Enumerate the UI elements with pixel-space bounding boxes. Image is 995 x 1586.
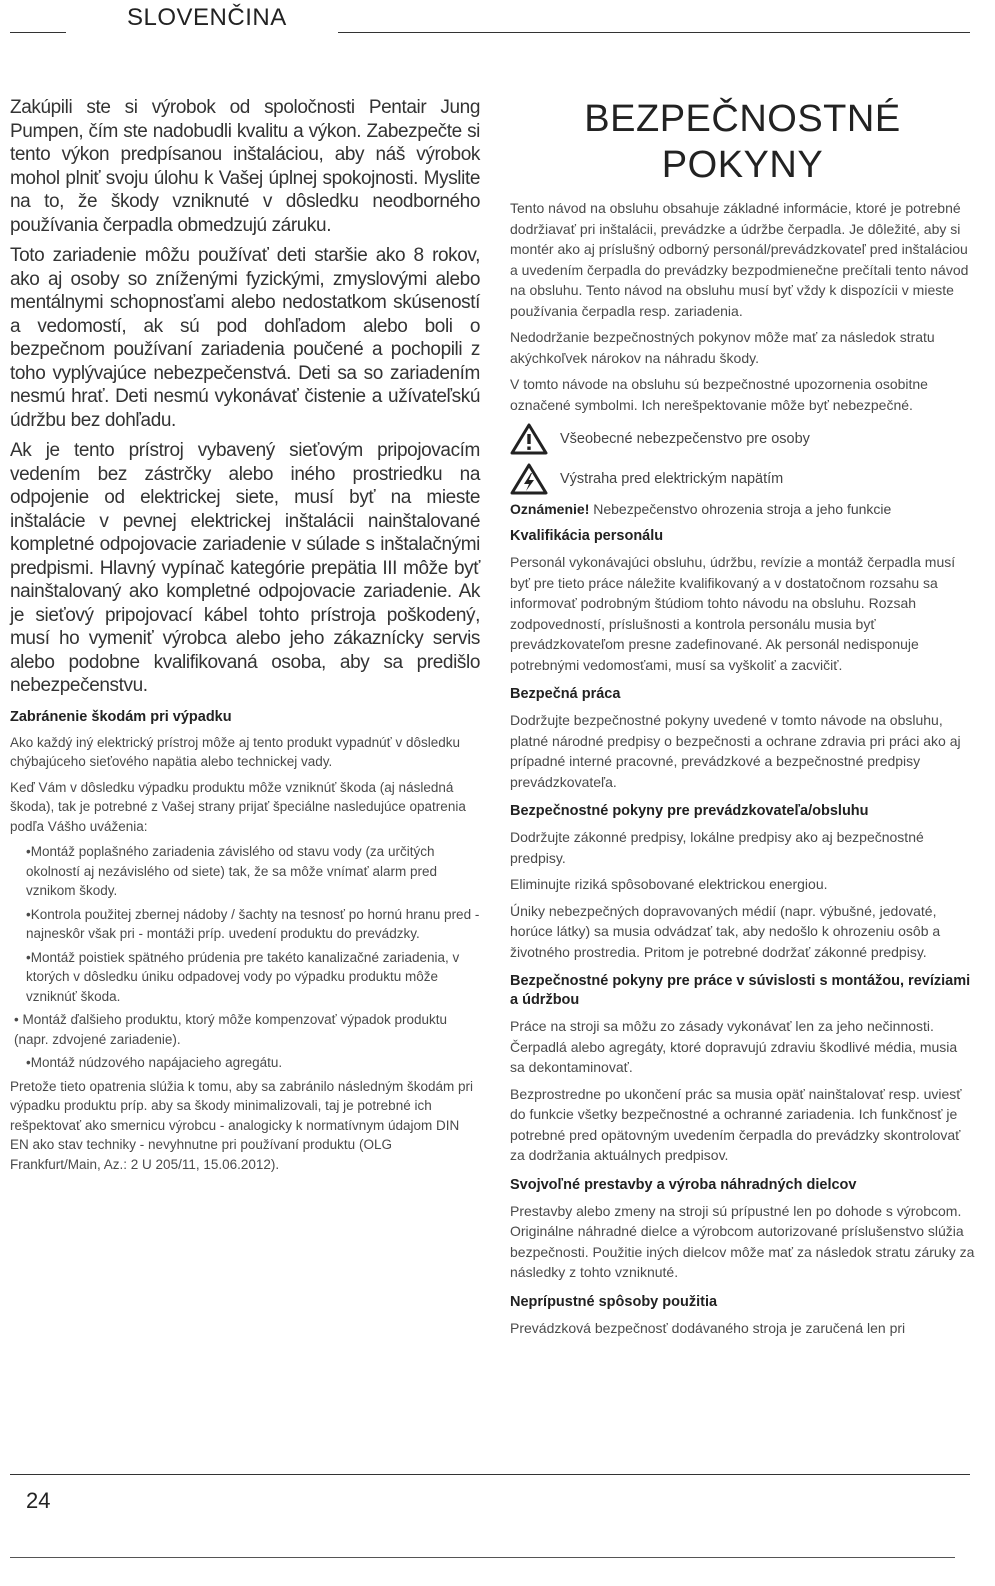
section-paragraph: Práce na stroji sa môžu zo zásady vykonávať len za jeho nečinnosti. Čerpadlá alebo agregáty, ktoré dopravujú zdraviu škodlivé média, musia sa dekontaminovať. xyxy=(510,1018,958,1075)
intro-paragraph: Zakúpili ste si výrobok od spoločnosti Pentair Jung Pumpen, čím ste nadobudli kvalitu a výkon. Zabezpečte si tento výkon predpísanou inštaláciou, aby náš výrobok mohol plniť svoju úlohu k Vašej úplnej spokojnosti. Myslite na to, že škody vzniknuté v dôsledku neodborného používania čerpadla obmedzujú záruku. xyxy=(10,97,480,236)
section-title: Bezpečnostné pokyny pre práce v súvislosti s montážou, revíziami a údržbou xyxy=(510,973,971,1008)
warning-voltage-label: Výstraha pred elektrickým napätím xyxy=(560,471,784,487)
damage-paragraph: Keď Vám v dôsledku výpadku produktu môže vzniknúť škoda (aj následná škoda), tak je potrebné z Vašej strany prijať špeciálne nasledujúce opatrenia podľa Vášho uváženia: xyxy=(10,779,466,834)
notice-label: Oznámenie! xyxy=(510,501,590,517)
bullet-item: •Montáž poistiek spätného prúdenia pre takéto kanalizačné zariadenia, v ktorých v dôsledku úniku odpadovej vody po výpadku produktu môže vzniknúť škoda. xyxy=(26,949,460,1004)
section-paragraph: Personál vykonávajúci obsluhu, údržbu, revízie a montáž čerpadla musí byť pre tieto práce náležite kvalifikovaný a v dostatočnom rozsahu sa informovať podrobným štúdiom tohto návodu na obsluhu. Rozsah zodpovedností, príslušnosti a kontrola personálu musia byť prevádzkovateľom presne zadefinované. Ak personál nedisponuje potrebnými vedomosťami, musí sa vyškoliť a zacvičiť. xyxy=(510,554,956,673)
footer-rule-bottom xyxy=(10,1557,955,1558)
left-column xyxy=(10,96,480,1180)
intro-paragraph: Ak je tento prístroj vybavený sieťovým pripojovacím vedením bez zástrčky alebo iného prostriedku na odpojenie od elektrickej siete, musí byť na mieste inštalácie v pevnej elektrickej inštalácii nainštalované kompletné odpojovacie zariadenie v súlade s inštalačnými predpismi. Hlavný vypínač kategórie prepätia III môže byť nainštalovaný ako kompletné odpojovacie zariadenie. Ak je sieťový pripojovací kábel tohto prístroja poškodený, musí ho vymeniť výrobca alebo jeho zákaznícky servis alebo podobne kvalifikovaná osoba, aby sa predišlo nebezpečenstvu. xyxy=(10,440,480,696)
bullet-item: •Kontrola použitej zbernej nádoby / šachty na tesnosť po hornú hranu pred -najneskôr však pri - montáži príp. uvedení produktu do prevádzky. xyxy=(26,906,480,941)
footer-rule xyxy=(10,1474,970,1475)
right-column xyxy=(510,96,975,1344)
damage-paragraph: Ako každý iný elektrický prístroj môže aj tento produkt vypadnúť v dôsledku chýbajúceho sieťového napätia alebo technickej vady. xyxy=(10,734,461,769)
bullet-item: • Montáž ďalšieho produktu, ktorý môže kompenzovať výpadok produktu (napr. zdvojené zariadenie). xyxy=(14,1012,448,1047)
section-paragraph: Dodržujte bezpečnostné pokyny uvedené v tomto návode na obsluhu, platné národné predpisy o bezpečnosti a ochrane zdravia pri práci ako aj prípadné interné pracovné, prevádzkové a bezpečnostné predpisy prevádzkovateľa. xyxy=(510,712,961,790)
section-paragraph: Úniky nebezpečných dopravovaných médií (napr. výbušné, jedovaté, horúce látky) sa musia odvádzať tak, aby nedošlo k ohrozeniu osôb a životného prostredia. Pritom je potrebné dodržať zákonné predpisy. xyxy=(510,902,941,960)
damage-section-title: Zabránenie škodám pri výpadku xyxy=(10,708,232,725)
header-rule-left xyxy=(10,32,66,33)
warning-voltage-row xyxy=(510,463,975,495)
page-title: BEZPEČNOSTNÉ POKYNY xyxy=(584,98,901,186)
safety-intro-paragraph: Nedodržanie bezpečnostných pokynov môže mať za následok stratu akýchkoľvek nárokov na náhradu škody. xyxy=(510,329,935,366)
closing-paragraph: Pretože tieto opatrenia slúžia k tomu, aby sa zabránilo následným škodám pri výpadku produktu príp. aby sa škody minimalizovali, taj je potrebné ich rešpektovať ako smernicu výrobcu - analogicky k normatívnym údajom DIN EN ako stav techniky - nevyhnutne pri používaní produktu (OLG Frankfurt/Main, Az.: 2 U 205/11, 15.06.2012). xyxy=(10,1078,473,1172)
section-title: Svojvoľné prestavby a výroba náhradných dielcov xyxy=(510,1176,857,1193)
intro-paragraph: Toto zariadenie môžu používať deti staršie ako 8 rokov, ako aj osoby so zníženými fyzickými, zmyslovými alebo mentálnymi schopnosťami alebo nedostatkom skúseností a vedomostí, ak sú pod dohľadom alebo boli o bezpečnom používaní zariadenia poučené a pochopili z toho vyplývajúce nebezpečenstvá. Deti sa so zariadením nesmú hrať. Deti nesmú vykonávať čistenie a užívateľskú údržbu bez dohľadu. xyxy=(10,245,480,431)
safety-intro-paragraph: V tomto návode na obsluhu sú bezpečnostné upozornenia osobitne označené symbolmi. Ich nerešpektovanie môže byť nebezpečné. xyxy=(510,376,928,413)
section-paragraph: Eliminujte riziká spôsobované elektrickou energiou. xyxy=(510,876,828,892)
section-title: Bezpečnostné pokyny pre prevádzkovateľa/obsluhu xyxy=(510,803,869,819)
bullet-item: •Montáž poplašného zariadenia závislého od stavu vody (za určitých okolností aj nezávislého od siete) tak, že sa môže vnímať alarm pred vznikom škody. xyxy=(26,844,438,898)
section-title: Neprípustné spôsoby použitia xyxy=(510,1293,718,1310)
section-paragraph: Prestavby alebo zmeny na stroji sú prípustné len po dohode s výrobcom. Originálne náhradné dielce a výrobcom autorizované príslušenstvo slúžia bezpečnosti. Použitie iných dielcov môže mať za následok stratu záruky za následky z tohto vzniknuté. xyxy=(510,1202,975,1280)
page-number: 24 xyxy=(26,1488,51,1513)
section-paragraph: Bezprostredne po ukončení prác sa musia opäť nainštalovať resp. uviesť do funkcie všetky bezpečnostné a ochranné zariadenia. Ich funkčnosť je potrebné pred opätovným uvedením čerpadla do prevádzky skontrolovať za dodržania aktuálnych predpisov. xyxy=(510,1085,962,1163)
safety-intro-paragraph: Tento návod na obsluhu obsahuje základné informácie, ktoré je potrebné dodržiavať pri inštalácii, prevádzke a údržbe čerpadla. Je dôležité, aby si montér ako aj príslušný odborný personál/prevádzkovateľ pred inštaláciou a uvedením čerpadla do prevádzky bezpodmienečne prečítali tento návod na obsluhu. Tento návod na obsluhu musí byť vždy k dispozícii v mieste používania čerpadla resp. zariadenia. xyxy=(510,200,969,319)
section-paragraph: Dodržujte zákonné predpisy, lokálne predpisy ako aj bezpečnostné predpisy. xyxy=(510,829,924,866)
section-title: Bezpečná práca xyxy=(510,686,621,702)
notice-text: Nebezpečenstvo ohrozenia stroja a jeho funkcie xyxy=(589,501,892,517)
header-language: SLOVENČINA xyxy=(127,4,287,31)
high-voltage-icon xyxy=(510,463,548,495)
notice-line xyxy=(510,501,975,517)
section-paragraph: Prevádzková bezpečnosť dodávaného stroja je zaručená len pri xyxy=(510,1319,906,1336)
warning-triangle-icon xyxy=(510,423,548,455)
section-title: Kvalifikácia personálu xyxy=(510,528,664,544)
warning-general-row xyxy=(510,423,975,455)
bullet-item: •Montáž núdzového napájacieho agregátu. xyxy=(26,1055,283,1070)
header-rule-right xyxy=(338,32,970,33)
warning-general-label: Všeobecné nebezpečenstvo pre osoby xyxy=(560,431,810,447)
